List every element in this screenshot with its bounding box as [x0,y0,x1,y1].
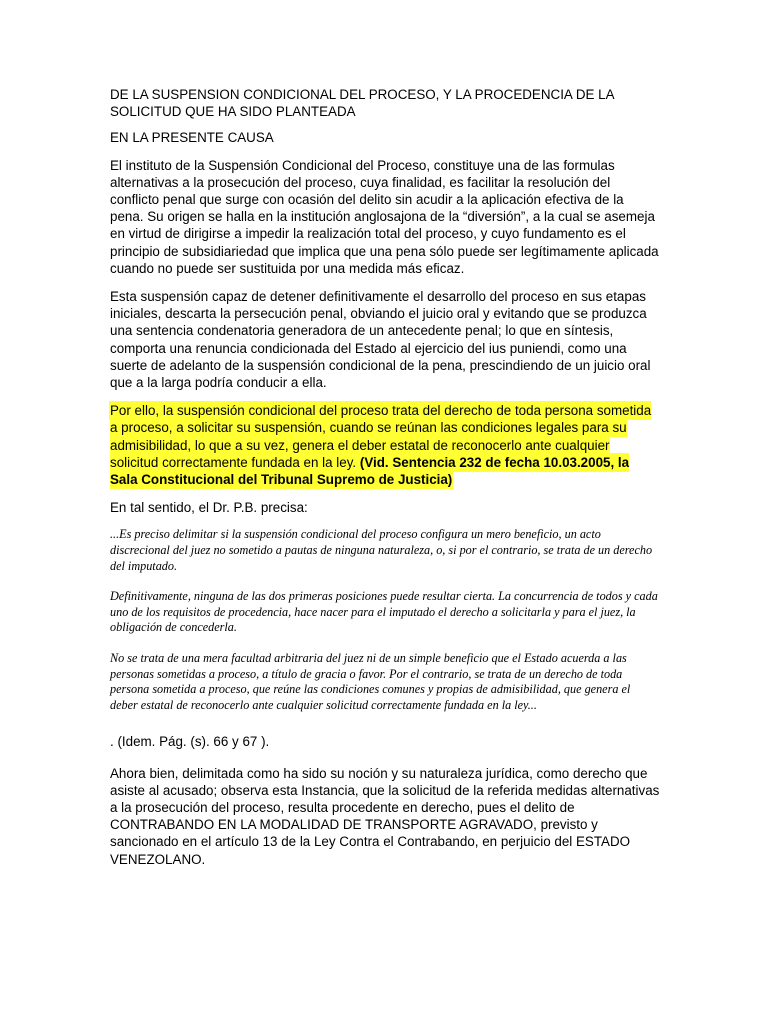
document-page [110,86,660,879]
idem-reference: . (Idem. Pág. (s). 66 y 67 ). [110,734,270,750]
highlighted-text [110,402,651,488]
citation-bold: (Vid. Sentencia 232 de fecha 10.03.2005, la Sala Constitucional del Tribunal Supremo de Justicia) [110,454,630,488]
document-subtitle: EN LA PRESENTE CAUSA [110,130,274,146]
paragraph-2: Esta suspensión capaz de detener definitivamente el desarrollo del proceso en sus etapas iniciales, descarta la persecución penal, obviando el juicio oral y evitando que se produzca una sentencia condenatoria generadora de un antecedente penal; lo que en síntesis, comporta una renuncia condicionada del Estado al ejercicio del ius puniendi, como una suerte de adelanto de la suspensión condicional de la pena, prescindiendo de un juicio oral que a la larga podría conducir a ella. [110,289,651,391]
quote-2: Definitivamente, ninguna de las dos primeras posiciones puede resultar cierta. La concurrencia de todos y cada uno de los requisitos de procedencia, hace nacer para el imputado el derecho a solicitarla y para el juez, la obligación de concederla. [110,589,658,635]
quote-3: No se trata de una mera facultad arbitraria del juez ni de un simple beneficio que el Estado acuerda a las personas sometidas a proceso, a título de gracia o favor. Por el contrario, se trata de un derecho de toda persona sometida a proceso, que reúne las condiciones comunes y propias de admisibilidad, que genera el deber estatal de reconocerlo ante cualquier solicitud correctamente fundada en la ley... [110,651,631,712]
paragraph-1: El instituto de la Suspensión Condicional del Proceso, constituye una de las formulas alternativas a la prosecución del proceso, cuya finalidad, es facilitar la resolución del conflicto penal que surge con ocasión del delito sin acudir a la aplicación efectiva de la pena. Su origen se halla en la institución anglosajona de la “diversión”, a la cual se asemeja en virtud de dirigirse a impedir la realización total del proceso, y cuyo fundamento es el principio de subsidiariedad que implica que una pena sólo puede ser legítimamente aplicada cuando no puede ser sustituida por una medida más eficaz. [110,157,659,276]
highlighted-normal-text: Por ello, la suspensión condicional del proceso trata del derecho de toda persona sometida a proceso, a solicitar su suspensión, cuando se reúnan las condiciones legales para su admisibilidad, lo que a su vez, genera el deber estatal de reconocerlo ante cualquier solicitud correctamente fundada en la ley. [110,403,652,470]
quote-1: ...Es preciso delimitar si la suspensión condicional del proceso configura un mero beneficio, un acto discrecional del juez no sometido a pautas de ninguna naturaleza, o, si por el contrario, se trata de un derecho del imputado. [110,527,653,573]
paragraph-4: En tal sentido, el Dr. P.B. precisa: [110,500,308,516]
paragraph-5: Ahora bien, delimitada como ha sido su noción y su naturaleza jurídica, como derecho que asiste al acusado; observa esta Instancia, que la solicitud de la referida medidas alternativas a la prosecución del proceso, resulta procedente en derecho, pues el delito de CONTRABANDO EN LA MODALIDAD DE TRANSPORTE AGRAVADO, previsto y sancionado en el artículo 13 de la Ley Contra el Contrabando, en perjuicio del ESTADO VENEZOLANO. [110,765,660,867]
paragraph-3-highlighted [110,402,660,488]
document-title: DE LA SUSPENSION CONDICIONAL DEL PROCESO, Y LA PROCEDENCIA DE LA SOLICITUD QUE HA SIDO PLANTEADA [110,87,614,120]
